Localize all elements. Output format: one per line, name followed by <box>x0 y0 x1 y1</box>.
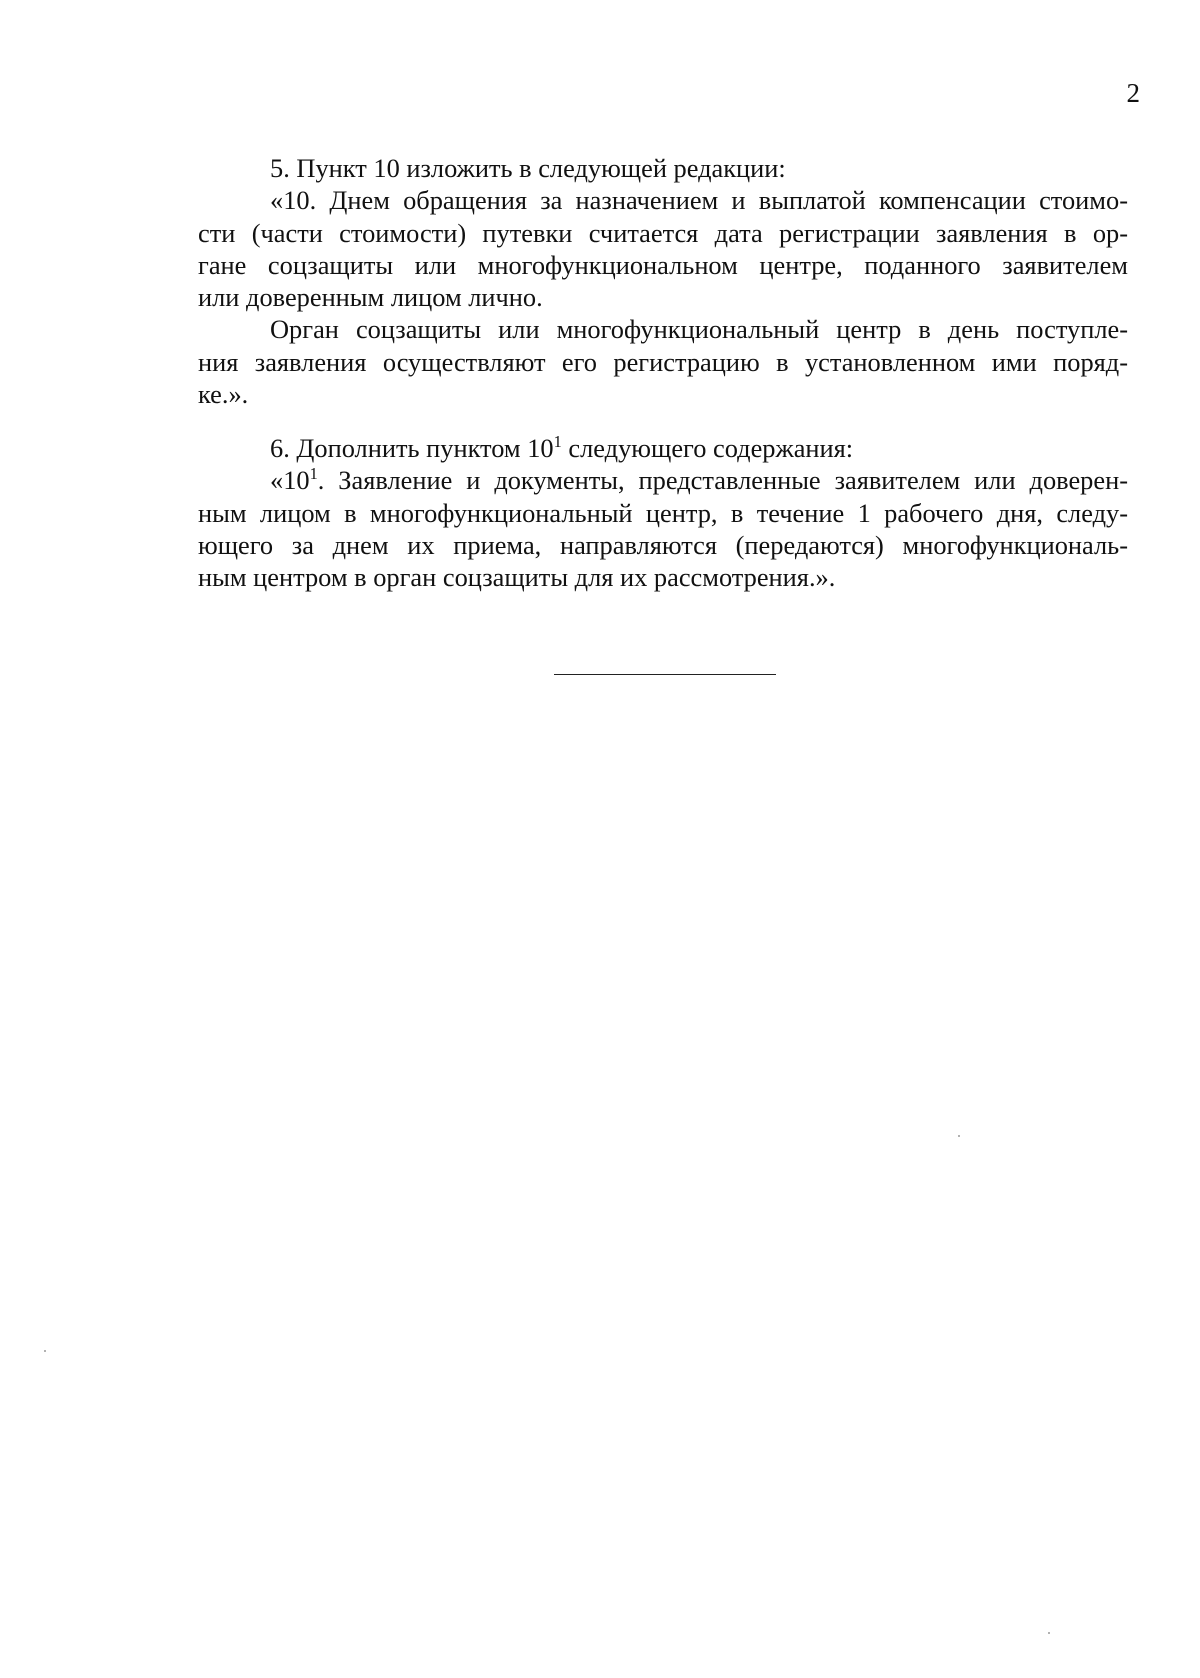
paragraph-line: ния заявления осуществляют его регистрацию в установленном ими поряд- <box>198 346 1128 377</box>
paragraph-line: ке.». <box>198 379 249 410</box>
section-6-heading <box>198 432 1128 464</box>
scan-speck <box>44 1350 46 1352</box>
paragraph-line: ющего за днем их приема, направляются (передаются) многофункциональ- <box>198 529 1128 560</box>
scan-speck <box>958 1135 960 1137</box>
page-number: 2 <box>1126 78 1140 108</box>
section-6 <box>198 432 1128 593</box>
paragraph-line: гане соцзащиты или многофункциональном центре, поданного заявителем <box>198 249 1128 280</box>
line-text-after: . Заявление и документы, представленные заявителем или доверен- <box>317 465 1128 496</box>
paragraph-line <box>198 464 1128 496</box>
heading-superscript: 1 <box>553 432 562 452</box>
section-5-heading: 5. Пункт 10 изложить в следующей редакции: <box>270 153 786 183</box>
line-text-before: «10 <box>270 465 310 496</box>
paragraph-line: ным центром в орган соцзащиты для их рассмотрения.». <box>198 562 836 593</box>
section-5 <box>198 152 1128 410</box>
closing-divider <box>554 674 776 675</box>
paragraph-line: или доверенным лицом лично. <box>198 282 543 313</box>
paragraph-line: «10. Днем обращения за назначением и выплатой компенсации стоимо- <box>270 185 1128 216</box>
paragraph-line: сти (части стоимости) путевки считается дата регистрации заявления в ор- <box>198 217 1128 248</box>
paragraph-line: ным лицом в многофункциональный центр, в течение 1 рабочего дня, следу- <box>198 497 1128 528</box>
line-superscript: 1 <box>309 464 318 484</box>
paragraph-line: Орган соцзащиты или многофункциональный центр в день поступле- <box>270 314 1128 345</box>
heading-text-before: 6. Дополнить пунктом 10 <box>270 433 554 463</box>
heading-text-after: следующего содержания: <box>561 433 854 463</box>
scan-speck <box>1048 1632 1050 1634</box>
